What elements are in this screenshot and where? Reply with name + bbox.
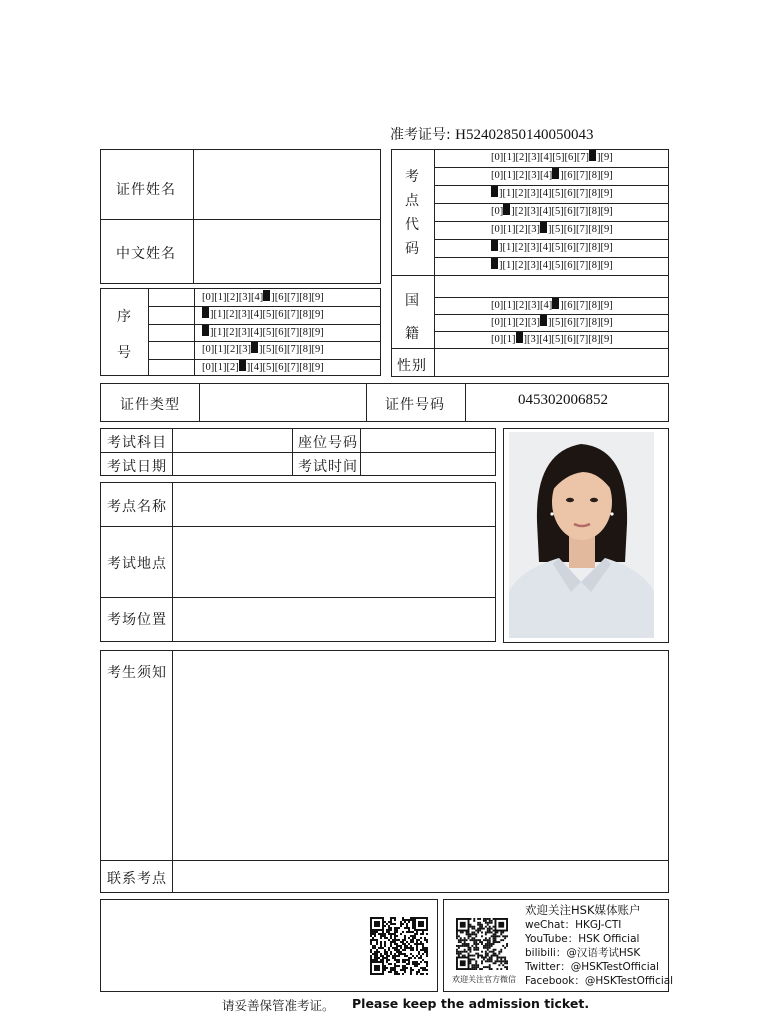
gender-label: 性别 [397,358,427,374]
notice-label: 考生须知 [107,665,167,681]
center-code-filled-bubble [491,186,498,197]
serial-row-5: [0][1][2] ][4][5][6][7][8][9] [202,361,324,373]
exam-time-label: 考试时间 [298,459,358,475]
serial-row-2: ][1][2][3][4][5][6][7][8][9] [202,307,324,322]
exam-location-label: 考试地点 [107,556,167,572]
center-code-label-1: 考 [405,169,419,185]
nationality-row-3: [0][1] ][3][4][5][6][7][8][9] [491,334,613,345]
candidate-notice [100,650,669,893]
center-code-filled-bubble [491,240,498,251]
nationality-row-1: [0][1][2][3][4] ][6][7][8][9] [491,300,613,311]
serial-row-1: [0][1][2][3][4] ][6][7][8][9] [202,292,324,303]
center-code-row-6: ][1][2][3][4][5][6][7][8][9] [491,240,613,255]
center-code-label-3: 代 [405,217,419,233]
center-code-row-1: [0][1][2][3][4][5][6][7] ][9] [491,152,613,163]
center-code-row-7: ][1][2][3][4][5][6][7][8][9] [491,258,613,273]
serial-row-3: ][1][2][3][4][5][6][7][8][9] [202,325,324,340]
id-number-label: 证件号码 [385,397,445,413]
id-number-value: 045302006852 [518,392,608,408]
media-line-youtube: YouTube：HSK Official [525,933,640,945]
candidate-photo [509,432,654,638]
serial-row-4: [0][1][2][3] ][5][6][7][8][9] [202,344,324,356]
footer-note-en: Please keep the admission ticket. [352,996,590,1011]
center-code-row-2: [0][1][2][3][4] ][6][7][8][9] [491,170,613,181]
exam-date-label: 考试日期 [107,459,167,475]
serial-filled-bubble [239,360,246,371]
center-code-filled-bubble [503,204,510,215]
nationality-label-2: 籍 [405,326,419,342]
media-line-twitter: Twitter：@HSKTestOfficial [525,961,659,973]
serial-filled-bubble [263,290,270,301]
ticket-number [390,124,594,144]
serial-label-1: 序 [117,309,131,325]
serial-label-2: 号 [117,345,131,361]
exam-subject-label: 考试科目 [107,435,167,451]
footer-note-cn: 请妥善保管准考证。 [222,998,335,1013]
nationality-filled-bubble [540,315,547,326]
nationality-filled-bubble [516,332,523,343]
media-title: 欢迎关注HSK媒体账户 [525,903,641,917]
serial-filled-bubble [202,307,209,318]
center-code-label-2: 点 [405,193,419,209]
center-code-filled-bubble [491,258,498,269]
contact-center-label: 联系考点 [107,871,167,887]
serial-filled-bubble [202,325,209,336]
media-line-bilibili: bilibili：@汉语考试HSK [525,947,641,959]
nationality-filled-bubble [552,298,559,309]
chinese-name-label: 中文姓名 [116,246,176,262]
center-code-filled-bubble [552,168,559,179]
center-code-label-4: 码 [405,241,419,257]
center-name-label: 考点名称 [107,499,167,515]
center-code-row-3: ][1][2][3][4][5][6][7][8][9] [491,186,613,201]
center-code-row-4: [0] ][2][3][4][5][6][7][8][9] [491,206,613,217]
exam-room-label: 考场位置 [107,612,167,628]
nationality-row-2: [0][1][2][3] ][5][6][7][8][9] [491,317,613,328]
center-code-filled-bubble [589,150,596,161]
id-type-label: 证件类型 [120,397,180,413]
id-name-label: 证件姓名 [116,182,176,198]
qr-code-right [456,918,510,970]
center-code-row-5: [0][1][2][3] ][5][6][7][8][9] [491,224,613,235]
ticket-number-value: H52402850140050043 [455,127,594,143]
media-line-facebook: Facebook：@HSKTestOfficial [525,975,674,987]
seat-number-label: 座位号码 [298,435,358,451]
ticket-number-label: 准考证号: [390,127,451,143]
qr-code-left [370,917,430,975]
qr-caption: 欢迎关注官方微信 [452,975,516,984]
media-line-wechat: weChat：HKGJ-CTI [525,919,622,931]
serial-filled-bubble [251,342,258,353]
center-code-filled-bubble [540,222,547,233]
name-section [100,149,381,284]
nationality-label-1: 国 [405,293,419,309]
